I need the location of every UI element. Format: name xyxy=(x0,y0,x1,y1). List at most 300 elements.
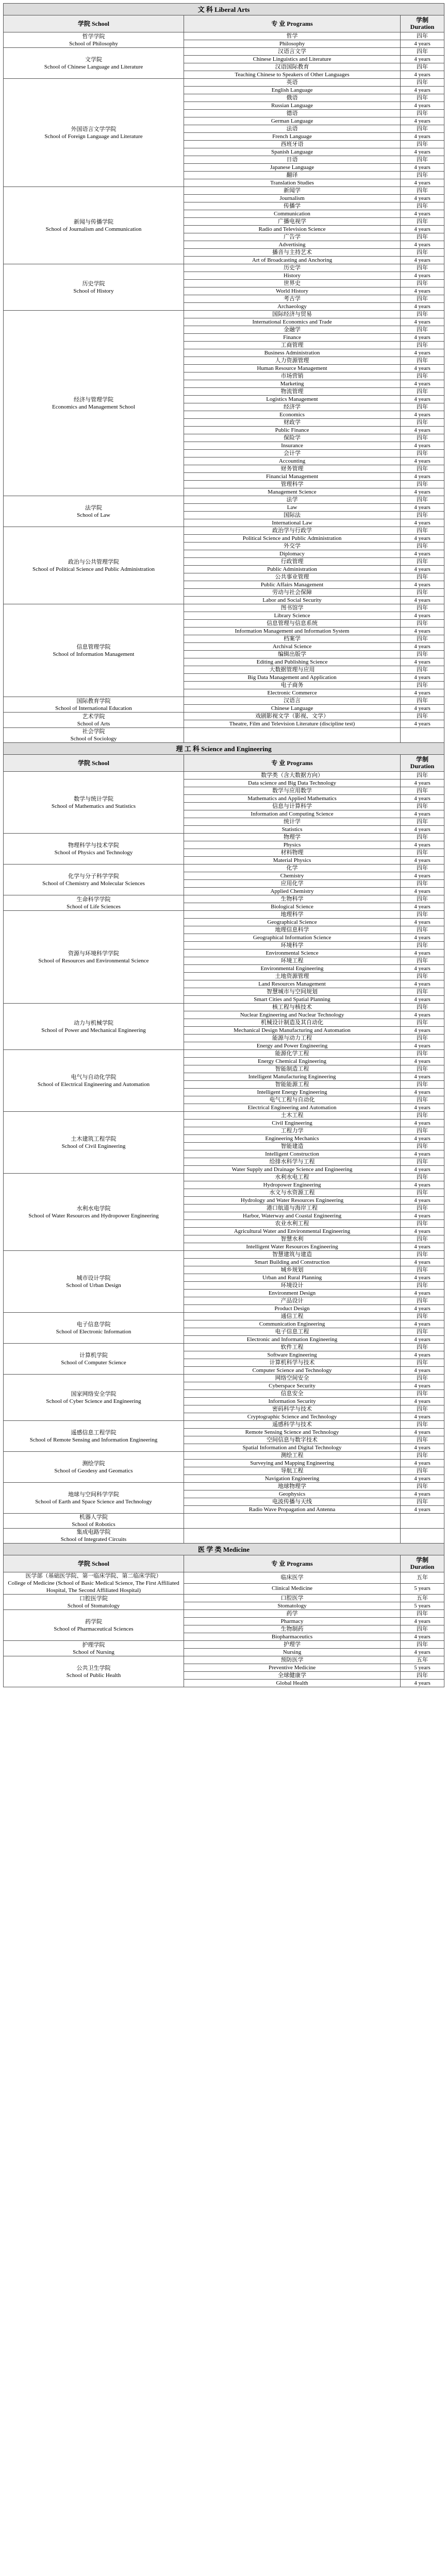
school-cell xyxy=(4,1313,184,1344)
duration-en: 4 years xyxy=(401,179,444,187)
program-name-en: International Law xyxy=(184,519,401,527)
duration-zh: 四年 xyxy=(401,172,444,179)
program-row xyxy=(4,1251,444,1259)
program-name-zh: 人力资源管理 xyxy=(184,357,401,365)
duration-en: 4 years xyxy=(401,888,444,895)
duration-zh: 四年 xyxy=(401,1641,444,1649)
duration-zh: 四年 xyxy=(401,697,444,705)
duration-zh: 四年 xyxy=(401,63,444,71)
program-name-en: Statistics xyxy=(184,826,401,834)
school-cell xyxy=(4,48,184,79)
school-name-en: School of Chemistry and Molecular Sciences xyxy=(42,880,145,887)
duration-en: 4 years xyxy=(401,334,444,342)
program-name-en: Intelligent Manufacturing Engineering xyxy=(184,1073,401,1081)
school-name-en: School of Water Resources and Hydropower Engineering xyxy=(28,1212,159,1219)
duration-en: 4 years xyxy=(401,1398,444,1405)
duration-en: 4 years xyxy=(401,318,444,326)
program-name-zh: 网络空间安全 xyxy=(184,1375,401,1382)
program-name-zh: 法语 xyxy=(184,125,401,133)
program-row xyxy=(4,48,444,56)
program-name-zh: 劳动与社会保障 xyxy=(184,589,401,597)
duration-en: 4 years xyxy=(401,1120,444,1127)
program-row xyxy=(4,1610,444,1618)
program-name-zh: 化学 xyxy=(184,865,401,872)
program-name-en: Teaching Chinese to Speakers of Other Languages xyxy=(184,71,401,79)
program-name-en: Information Management and Information System xyxy=(184,628,401,635)
duration-zh: 四年 xyxy=(401,326,444,334)
duration-en: 4 years xyxy=(401,1135,444,1143)
school-cell xyxy=(4,772,184,834)
duration-en: 4 years xyxy=(401,628,444,635)
duration-zh: 四年 xyxy=(401,1467,444,1475)
duration-en: 4 years xyxy=(401,1027,444,1035)
program-name-zh: 给排水科学与工程 xyxy=(184,1158,401,1166)
program-name-zh: 汉语言文学 xyxy=(184,48,401,56)
program-name-zh: 能源与动力工程 xyxy=(184,1035,401,1042)
program-name-en: Engineering Mechanics xyxy=(184,1135,401,1143)
duration-zh: 四年 xyxy=(401,187,444,195)
program-name-zh: 物流管理 xyxy=(184,388,401,396)
program-name-zh: 能源化学工程 xyxy=(184,1050,401,1058)
duration-en: 4 years xyxy=(401,380,444,388)
program-name-en: Geophysics xyxy=(184,1490,401,1498)
program-name-en: Chinese Language xyxy=(184,705,401,713)
school-name-en: College of Medicine (School of Basic Medical Science, The First Affiliated Hospital, The Second Affiliated Hospital) xyxy=(8,1580,179,1594)
duration-en: 4 years xyxy=(401,164,444,172)
duration-zh: 四年 xyxy=(401,1313,444,1320)
program-name-en: Electrical Engineering and Automation xyxy=(184,1104,401,1112)
program-name-zh: 电子信息工程 xyxy=(184,1328,401,1336)
duration-zh: 四年 xyxy=(401,988,444,996)
duration-en: 4 years xyxy=(401,1320,444,1328)
duration-header-en: Duration xyxy=(410,23,435,30)
school-name-zh: 集成电路学院 xyxy=(76,1529,111,1535)
program-name-zh: 地球物理学 xyxy=(184,1483,401,1490)
school-name-en: School of Pharmaceutical Sciences xyxy=(54,1625,134,1632)
program-row xyxy=(4,1174,444,1181)
program-row xyxy=(4,1050,444,1058)
school-name-en: School of Cyber Science and Engineering xyxy=(46,1398,141,1404)
school-name-zh: 历史学院 xyxy=(82,280,105,287)
school-cell xyxy=(4,1004,184,1050)
school-cell xyxy=(4,311,184,496)
duration-zh: 四年 xyxy=(401,803,444,810)
school-name-en: School of Chinese Language and Literature xyxy=(44,63,143,70)
duration-empty xyxy=(401,1529,444,1544)
duration-zh: 四年 xyxy=(401,1158,444,1166)
school-name-zh: 艺术学院 xyxy=(82,713,105,720)
program-name-en: Economics xyxy=(184,411,401,419)
school-name-en: School of Integrated Circuits xyxy=(60,1536,127,1543)
duration-en: 4 years xyxy=(401,102,444,110)
program-name-zh: 口腔医学 xyxy=(184,1595,401,1602)
duration-en: 4 years xyxy=(401,612,444,620)
duration-zh: 四年 xyxy=(401,604,444,612)
school-cell xyxy=(4,911,184,1004)
program-name-en: Agricultural Water and Environmental Engineering xyxy=(184,1228,401,1235)
duration-zh: 四年 xyxy=(401,1050,444,1058)
duration-zh: 四年 xyxy=(401,1251,444,1259)
program-row xyxy=(4,1572,444,1584)
section-title: 理 工 科 Science and Engineering xyxy=(4,743,444,755)
program-name-en: Computer Science and Technology xyxy=(184,1367,401,1375)
program-name-en: Intelligent Water Resources Engineering xyxy=(184,1243,401,1251)
program-name-en: Management Science xyxy=(184,488,401,496)
duration-zh: 四年 xyxy=(401,1189,444,1197)
school-name-zh: 地球与空间科学学院 xyxy=(68,1491,119,1498)
duration-zh: 四年 xyxy=(401,527,444,535)
program-row xyxy=(4,604,444,612)
duration-zh: 四年 xyxy=(401,849,444,857)
program-name-zh: 工程力学 xyxy=(184,1127,401,1135)
duration-zh: 四年 xyxy=(401,1452,444,1460)
school-name-en: School of Geodesy and Geomatics xyxy=(54,1467,133,1474)
duration-zh: 四年 xyxy=(401,1019,444,1027)
program-row xyxy=(4,772,444,779)
program-name-zh: 生物制药 xyxy=(184,1625,401,1633)
duration-en: 4 years xyxy=(401,257,444,264)
program-name-en: Mechanical Design Manufacturing and Automation xyxy=(184,1027,401,1035)
section-title: 文 科 Liberal Arts xyxy=(4,4,444,15)
duration-en: 4 years xyxy=(401,980,444,988)
duration-en: 4 years xyxy=(401,1649,444,1656)
duration-en: 4 years xyxy=(401,1011,444,1019)
duration-zh: 四年 xyxy=(401,911,444,919)
school-name-zh: 物理科学与技术学院 xyxy=(68,842,119,849)
duration-en: 4 years xyxy=(401,934,444,942)
duration-en: 4 years xyxy=(401,1073,444,1081)
section-header-row xyxy=(4,743,444,755)
duration-en: 4 years xyxy=(401,71,444,79)
program-name-zh: 智慧城市与空间规划 xyxy=(184,988,401,996)
school-name-zh: 生命科学学院 xyxy=(76,896,111,903)
school-cell xyxy=(4,895,184,911)
duration-en: 4 years xyxy=(401,1460,444,1467)
section-title: 医 学 类 Medicine xyxy=(4,1544,444,1555)
program-name-zh: 汉语国际教育 xyxy=(184,63,401,71)
duration-zh: 四年 xyxy=(401,772,444,779)
program-name-zh: 环境工程 xyxy=(184,957,401,965)
school-name-zh: 新闻与传播学院 xyxy=(74,218,113,225)
duration-zh: 五年 xyxy=(401,1595,444,1602)
program-name-zh: 哲学 xyxy=(184,32,401,40)
program-name-zh: 护理学 xyxy=(184,1641,401,1649)
program-name-zh: 港口航道与海岸工程 xyxy=(184,1205,401,1212)
program-name-zh: 政治学与行政学 xyxy=(184,527,401,535)
program-name-zh: 统计学 xyxy=(184,818,401,826)
duration-zh: 四年 xyxy=(401,1672,444,1680)
program-name-zh: 经济学 xyxy=(184,403,401,411)
duration-en: 4 years xyxy=(401,826,444,834)
duration-en: 4 years xyxy=(401,457,444,465)
duration-en: 4 years xyxy=(401,950,444,957)
school-cell xyxy=(4,1251,184,1313)
school-cell xyxy=(4,1112,184,1174)
school-name-zh: 资源与环境科学学院 xyxy=(68,950,119,957)
program-name-zh: 计算机科学与技术 xyxy=(184,1359,401,1367)
program-name-zh: 国际经济与贸易 xyxy=(184,311,401,318)
program-name-en: Stomatology xyxy=(184,1602,401,1610)
duration-zh: 四年 xyxy=(401,280,444,287)
program-name-en: Public Administration xyxy=(184,566,401,573)
school-name-en: School of Remote Sensing and Information Engineering xyxy=(29,1436,158,1443)
program-name-en: Electronic and Information Engineering xyxy=(184,1336,401,1344)
duration-en: 4 years xyxy=(401,903,444,911)
school-name-zh: 医学部（基础医学院、第一临床学院、第二临床学院） xyxy=(25,1573,162,1579)
program-name-en: French Language xyxy=(184,133,401,141)
program-name-zh: 播音与主持艺术 xyxy=(184,249,401,257)
duration-zh: 四年 xyxy=(401,895,444,903)
program-name-zh: 遥感科学与技术 xyxy=(184,1421,401,1429)
school-name-en: School of Life Sciences xyxy=(67,903,121,910)
program-name-en: Environmental Science xyxy=(184,950,401,957)
duration-en: 4 years xyxy=(401,1490,444,1498)
school-cell xyxy=(4,1050,184,1112)
duration-zh: 四年 xyxy=(401,1266,444,1274)
program-name-zh: 通信工程 xyxy=(184,1313,401,1320)
school-name-en: School of Earth and Space Science and Technology xyxy=(35,1498,152,1505)
program-name-en: Cryptographic Science and Technology xyxy=(184,1413,401,1421)
duration-zh: 四年 xyxy=(401,635,444,643)
program-name-zh: 传播学 xyxy=(184,202,401,210)
program-name-en: Editing and Publishing Science xyxy=(184,658,401,666)
program-name-en: Hydrology and Water Resources Engineering xyxy=(184,1197,401,1205)
program-name-zh: 空间信息与数字技术 xyxy=(184,1436,401,1444)
program-name-en: Cyberspace Security xyxy=(184,1382,401,1390)
school-name-en: School of Arts xyxy=(77,720,110,727)
program-name-en: World History xyxy=(184,287,401,295)
duration-zh: 四年 xyxy=(401,573,444,581)
duration-zh: 四年 xyxy=(401,1328,444,1336)
school-cell xyxy=(4,187,184,264)
program-name-zh: 全球健康学 xyxy=(184,1672,401,1680)
duration-zh: 四年 xyxy=(401,682,444,689)
program-name-zh: 土木工程 xyxy=(184,1112,401,1120)
program-name-zh: 智能能源工程 xyxy=(184,1081,401,1089)
school-name-zh: 土木建筑工程学院 xyxy=(71,1136,117,1142)
program-name-zh: 地理科学 xyxy=(184,911,401,919)
duration-en: 4 years xyxy=(401,566,444,573)
program-name-en: Energy and Power Engineering xyxy=(184,1042,401,1050)
duration-zh: 四年 xyxy=(401,1112,444,1120)
duration-en: 4 years xyxy=(401,872,444,880)
duration-en: 4 years xyxy=(401,1633,444,1641)
section-header-row xyxy=(4,1544,444,1555)
programs-column-header: 专 业 Programs xyxy=(184,755,401,772)
school-name-zh: 哲学学院 xyxy=(82,33,105,40)
duration-zh: 四年 xyxy=(401,1004,444,1011)
school-column-header: 学院 School xyxy=(4,15,184,32)
program-name-en: Translation Studies xyxy=(184,179,401,187)
program-name-zh: 金融学 xyxy=(184,326,401,334)
program-name-zh: 软件工程 xyxy=(184,1344,401,1351)
program-name-zh: 智能建造 xyxy=(184,1143,401,1150)
duration-zh: 四年 xyxy=(401,1390,444,1398)
program-name-en: Insurance xyxy=(184,442,401,450)
program-name-en: Theatre, Film and Television Literature (discipline test) xyxy=(184,720,401,728)
school-name-zh: 外国语言文学学院 xyxy=(71,126,117,132)
duration-en: 4 years xyxy=(401,1618,444,1625)
duration-en: 4 years xyxy=(401,674,444,682)
program-name-en: Law xyxy=(184,504,401,512)
program-name-en: German Language xyxy=(184,117,401,125)
program-name-en: Biopharmaceutics xyxy=(184,1633,401,1641)
program-name-zh: 密码科学与技术 xyxy=(184,1405,401,1413)
program-row xyxy=(4,1641,444,1649)
duration-zh: 四年 xyxy=(401,388,444,396)
program-name-zh: 翻译 xyxy=(184,172,401,179)
school-name-en: School of Electronic Information xyxy=(56,1328,131,1335)
school-name-zh: 文学院 xyxy=(85,56,102,63)
duration-en: 4 years xyxy=(401,1150,444,1158)
program-row xyxy=(4,79,444,87)
program-name-zh: 药学 xyxy=(184,1610,401,1618)
duration-en: 4 years xyxy=(401,1228,444,1235)
duration-zh: 四年 xyxy=(401,1081,444,1089)
duration-zh: 四年 xyxy=(401,32,444,40)
program-name-zh: 环境设计 xyxy=(184,1282,401,1290)
school-cell xyxy=(4,1375,184,1421)
school-name-zh: 城市设计学院 xyxy=(76,1275,111,1281)
program-name-en: Radio Wave Propagation and Antenna xyxy=(184,1506,401,1514)
program-name-en: Water Supply and Drainage Science and Engineering xyxy=(184,1166,401,1174)
duration-zh: 四年 xyxy=(401,1205,444,1212)
school-cell xyxy=(4,1421,184,1452)
duration-zh: 四年 xyxy=(401,264,444,272)
duration-en: 4 years xyxy=(401,504,444,512)
duration-en: 4 years xyxy=(401,1042,444,1050)
school-name-en: Economics and Management School xyxy=(52,403,135,410)
duration-en: 4 years xyxy=(401,919,444,926)
duration-en: 4 years xyxy=(401,226,444,233)
program-name-en: Public Affairs Management xyxy=(184,581,401,589)
school-name-en: School of Physics and Technology xyxy=(54,849,133,856)
program-name-zh: 水文与水资源工程 xyxy=(184,1189,401,1197)
duration-en: 4 years xyxy=(401,1336,444,1344)
program-name-en: Clinical Medicine xyxy=(184,1583,401,1595)
duration-zh: 四年 xyxy=(401,1359,444,1367)
school-cell xyxy=(4,496,184,527)
duration-en: 4 years xyxy=(401,535,444,543)
program-name-en: Political Science and Public Administration xyxy=(184,535,401,543)
program-name-en: Surveying and Mapping Engineering xyxy=(184,1460,401,1467)
program-name-zh: 信息与计算科学 xyxy=(184,803,401,810)
duration-zh: 四年 xyxy=(401,156,444,164)
program-name-en: Human Resource Management xyxy=(184,365,401,372)
program-name-en: Spatial Information and Digital Technology xyxy=(184,1444,401,1452)
duration-en: 4 years xyxy=(401,1429,444,1436)
program-name-zh: 农业水利工程 xyxy=(184,1220,401,1228)
program-name-en: Logistics Management xyxy=(184,396,401,403)
program-name-zh: 财务管理 xyxy=(184,465,401,473)
program-name-zh: 世界史 xyxy=(184,280,401,287)
duration-en: 4 years xyxy=(401,1058,444,1065)
section-header-row xyxy=(4,4,444,15)
duration-en: 4 years xyxy=(401,841,444,849)
program-name-en: Smart Cities and Spatial Planning xyxy=(184,996,401,1004)
school-cell xyxy=(4,1344,184,1375)
duration-column-header xyxy=(401,1555,444,1572)
duration-en: 4 years xyxy=(401,272,444,280)
program-name-zh: 保险学 xyxy=(184,434,401,442)
duration-zh: 四年 xyxy=(401,295,444,303)
school-name-zh: 信息管理学院 xyxy=(76,643,111,650)
program-name-zh: 戏剧影视文学（影视、文学） xyxy=(184,713,401,720)
program-name-en: History xyxy=(184,272,401,280)
duration-zh: 四年 xyxy=(401,1625,444,1633)
program-name-zh: 电子商务 xyxy=(184,682,401,689)
duration-zh: 四年 xyxy=(401,558,444,566)
duration-zh: 四年 xyxy=(401,1143,444,1150)
program-name-zh: 图书馆学 xyxy=(184,604,401,612)
school-column-header: 学院 School xyxy=(4,1555,184,1572)
duration-header-en: Duration xyxy=(410,1563,435,1570)
duration-zh: 四年 xyxy=(401,372,444,380)
duration-en: 4 years xyxy=(401,720,444,728)
duration-en: 4 years xyxy=(401,1351,444,1359)
program-name-en: Business Administration xyxy=(184,349,401,357)
duration-zh: 四年 xyxy=(401,1483,444,1490)
program-name-en: Communication Engineering xyxy=(184,1320,401,1328)
program-name-zh: 测绘工程 xyxy=(184,1452,401,1460)
duration-en: 4 years xyxy=(401,365,444,372)
program-name-zh: 信息安全 xyxy=(184,1390,401,1398)
program-name-en: Nuclear Engineering and Nuclear Technology xyxy=(184,1011,401,1019)
school-cell xyxy=(4,1610,184,1641)
program-row xyxy=(4,527,444,535)
duration-zh: 四年 xyxy=(401,713,444,720)
duration-column-header xyxy=(401,15,444,32)
duration-zh: 四年 xyxy=(401,543,444,550)
school-name-en: School of Stomatology xyxy=(67,1602,120,1609)
school-name-en: School of Mathematics and Statistics xyxy=(51,803,136,809)
program-name-en: Financial Management xyxy=(184,473,401,481)
column-header-row xyxy=(4,755,444,772)
school-name-zh: 电子信息学院 xyxy=(76,1321,111,1328)
duration-en: 4 years xyxy=(401,1259,444,1266)
program-name-zh: 广播电视学 xyxy=(184,218,401,226)
school-name-zh: 数学与统计学院 xyxy=(74,795,113,802)
program-row xyxy=(4,1313,444,1320)
duration-zh: 四年 xyxy=(401,202,444,210)
duration-en: 4 years xyxy=(401,857,444,865)
programs-column-header: 专 业 Programs xyxy=(184,1555,401,1572)
program-name-en: Global Health xyxy=(184,1680,401,1687)
program-name-zh: 国际法 xyxy=(184,512,401,519)
program-name-zh: 电波传播与天线 xyxy=(184,1498,401,1506)
duration-zh: 四年 xyxy=(401,787,444,795)
school-name-en: School of Resources and Environmental Science xyxy=(38,957,149,964)
duration-zh: 四年 xyxy=(401,1220,444,1228)
program-name-en: Civil Engineering xyxy=(184,1120,401,1127)
duration-en: 4 years xyxy=(401,287,444,295)
school-cell xyxy=(4,604,184,697)
duration-en: 4 years xyxy=(401,56,444,63)
duration-en: 4 years xyxy=(401,1305,444,1313)
program-name-en: Diplomacy xyxy=(184,550,401,558)
program-name-en: Chinese Linguistics and Literature xyxy=(184,56,401,63)
school-name-en: School of Foreign Language and Literature xyxy=(44,133,143,140)
program-name-zh: 生物科学 xyxy=(184,895,401,903)
duration-en: 4 years xyxy=(401,1089,444,1096)
program-name-en: Japanese Language xyxy=(184,164,401,172)
program-name-zh: 考古学 xyxy=(184,295,401,303)
program-name-en: Information and Computing Science xyxy=(184,810,401,818)
duration-zh: 四年 xyxy=(401,434,444,442)
program-name-zh: 核工程与核技术 xyxy=(184,1004,401,1011)
program-empty xyxy=(184,728,401,743)
program-name-zh: 新闻学 xyxy=(184,187,401,195)
